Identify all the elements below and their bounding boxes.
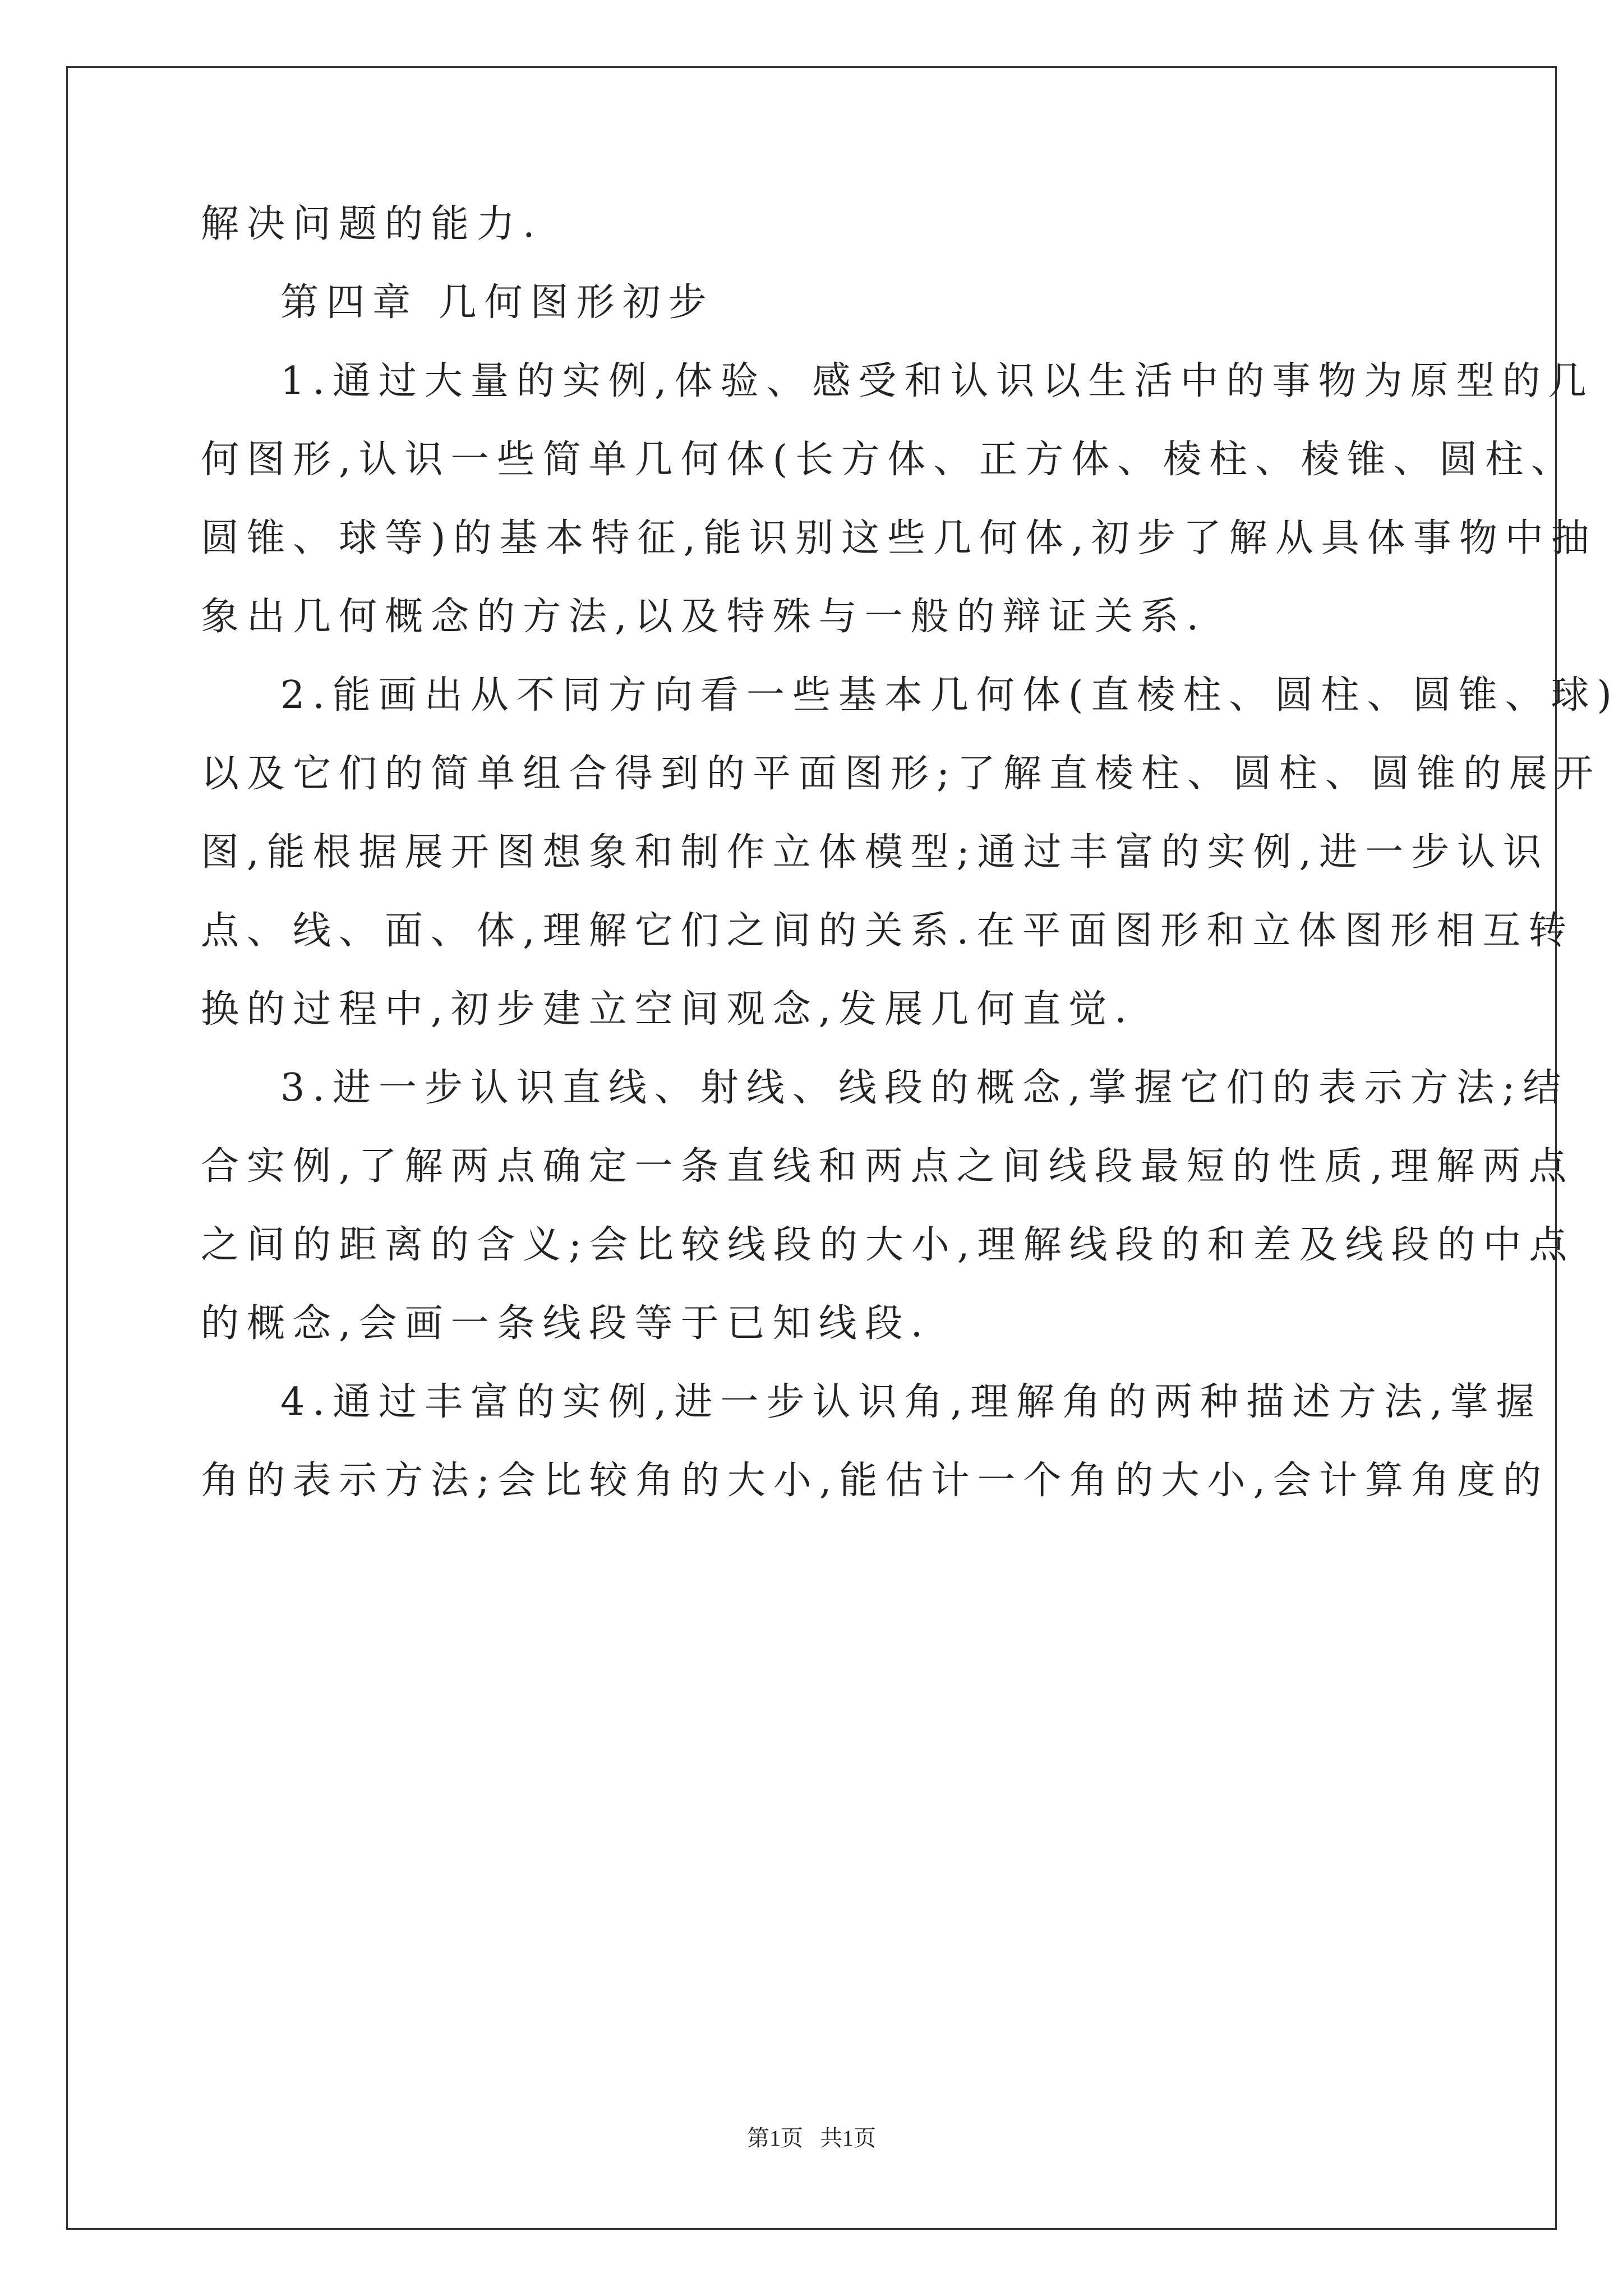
paragraph-item-1: [201, 342, 1597, 656]
text-line: 角的表示方法;会比较角的大小,能估计一个角的大小,会计算角度的: [201, 1458, 1550, 1503]
text-line: 象出几何概念的方法,以及特殊与一般的辩证关系.: [201, 595, 1207, 639]
document-body: [201, 185, 1620, 1520]
paragraph-continuation: [201, 185, 1435, 264]
chapter-heading: [201, 264, 1435, 342]
text-line: 图,能根据展开图想象和制作立体模型;通过丰富的实例,进一步认识: [201, 830, 1550, 875]
text-line: 的概念,会画一条线段等于已知线段.: [201, 1301, 931, 1346]
page-number-current: 第1页: [747, 2125, 803, 2151]
text-line: 换的过程中,初步建立空间观念,发展几何直觉.: [201, 987, 1135, 1032]
text-line: 合实例,了解两点确定一条直线和两点之间线段最短的性质,理解两点: [201, 1144, 1575, 1189]
text-line: 何图形,认识一些简单几何体(长方体、正方体、棱柱、棱锥、圆柱、: [201, 438, 1578, 482]
paragraph-item-2: [201, 656, 1620, 1049]
text-line: 4.通过丰富的实例,进一步认识角,理解角的两种描述方法,掌握: [280, 1380, 1542, 1424]
page-number-total: 共1页: [820, 2125, 876, 2151]
text-line: 圆锥、球等)的基本特征,能识别这些几何体,初步了解从具体事物中抽: [201, 516, 1597, 560]
text-line: 3.进一步认识直线、射线、线段的概念,掌握它们的表示方法;结: [280, 1066, 1569, 1110]
paragraph-item-4: [201, 1363, 1550, 1520]
text-line: 1.通过大量的实例,体验、感受和认识以生活中的事物为原型的几: [280, 359, 1594, 403]
page-footer: [0, 2120, 1623, 2152]
text-line: 第四章 几何图形初步: [280, 280, 714, 325]
text-line: 2.能画出从不同方向看一些基本几何体(直棱柱、圆柱、圆锥、球): [280, 673, 1620, 717]
paragraph-item-3: [201, 1049, 1575, 1363]
text-line: 以及它们的简单组合得到的平面图形;了解直棱柱、圆柱、圆锥的展开: [201, 752, 1601, 796]
text-line: 解决问题的能力.: [201, 202, 543, 246]
text-line: 点、线、面、体,理解它们之间的关系.在平面图形和立体图形相互转: [201, 909, 1575, 953]
text-line: 之间的距离的含义;会比较线段的大小,理解线段的和差及线段的中点: [201, 1223, 1575, 1267]
